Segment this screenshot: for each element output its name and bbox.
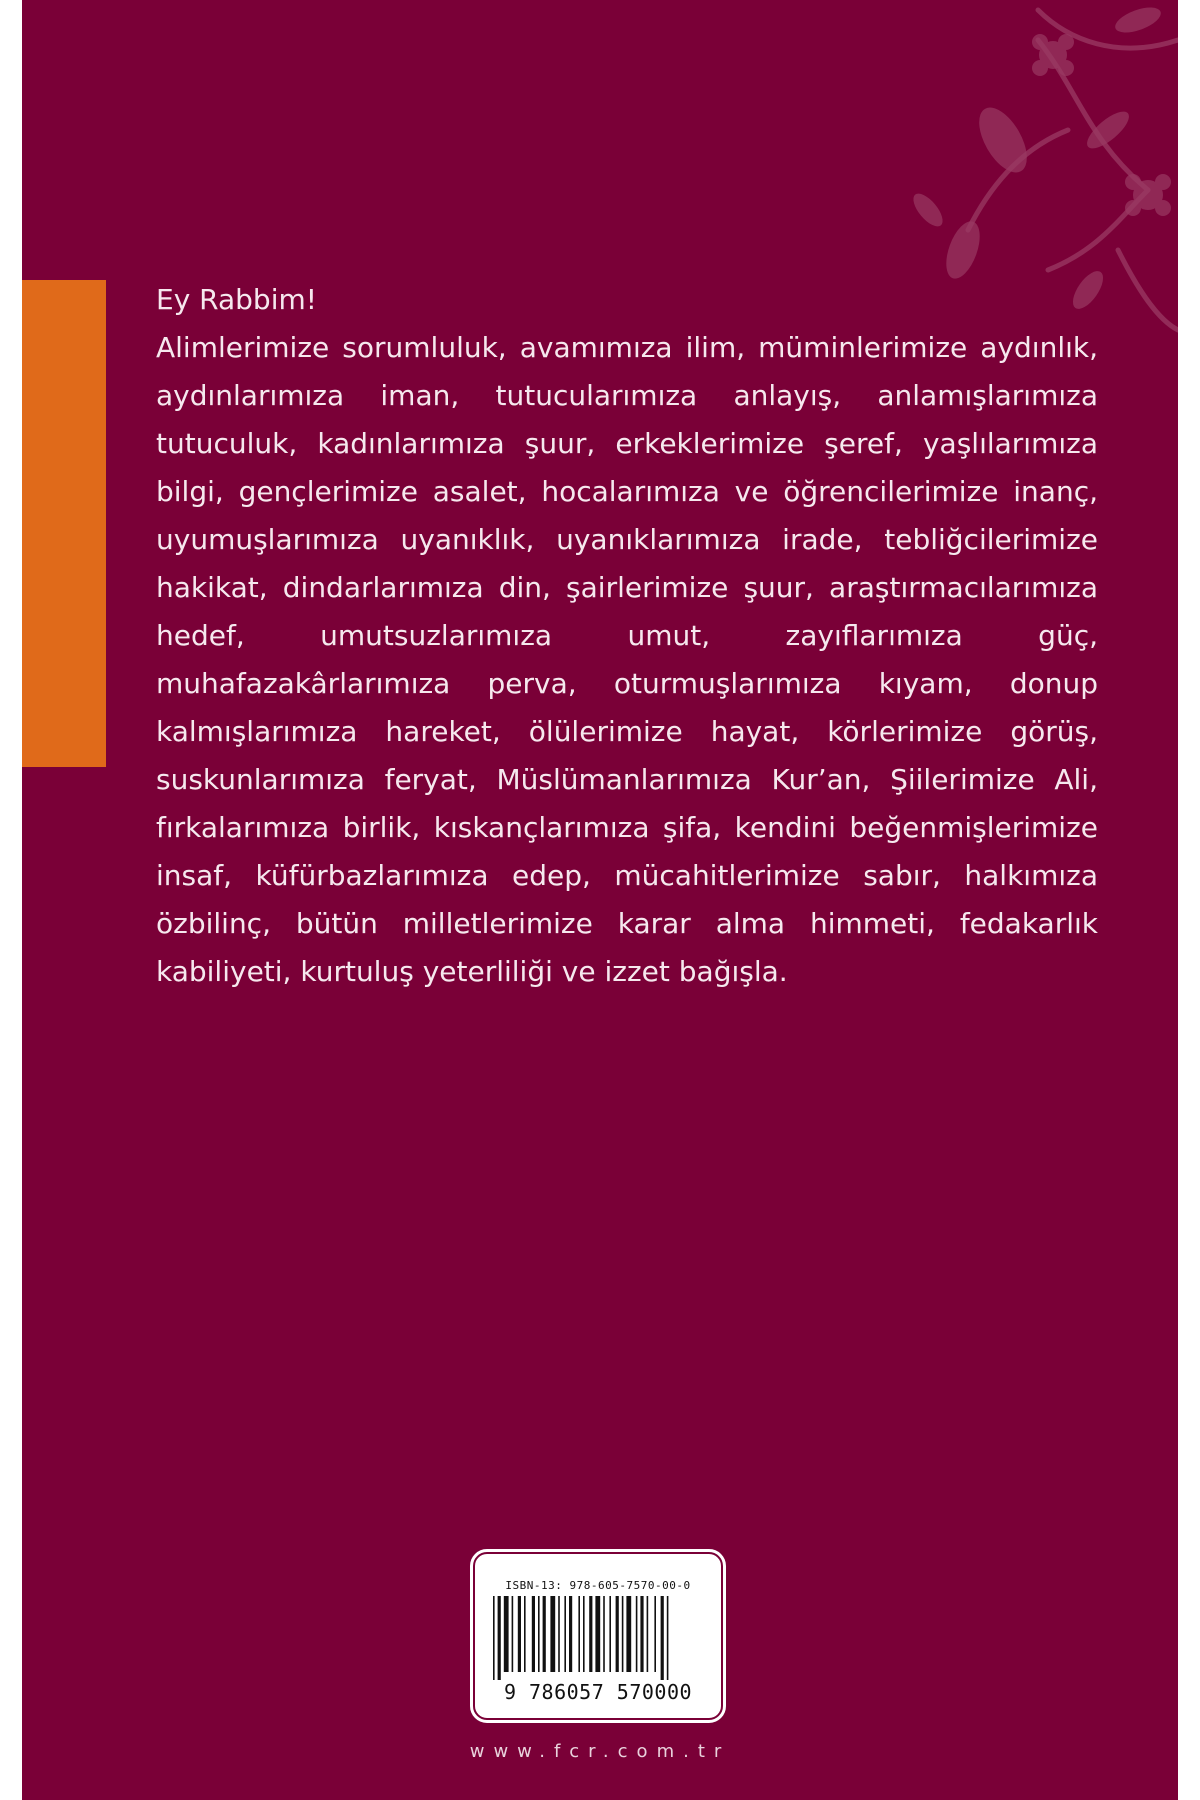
barcode-bar <box>578 1596 580 1672</box>
barcode-bar <box>636 1596 638 1672</box>
barcode-bar <box>532 1596 535 1672</box>
barcode-bar <box>654 1596 656 1672</box>
barcode-bars <box>491 1596 709 1680</box>
website-url: www.fcr.com.tr <box>469 1741 731 1762</box>
barcode-bar <box>603 1596 605 1672</box>
barcode-bar <box>518 1596 521 1672</box>
barcode-bar <box>538 1596 540 1672</box>
barcode-bar <box>626 1596 631 1672</box>
barcode-bar <box>583 1596 585 1672</box>
barcode-bar <box>589 1596 592 1672</box>
barcode-bar <box>550 1596 555 1672</box>
barcode-bar <box>595 1596 600 1672</box>
blurb-body: Alimlerimize sorumluluk, avamımıza ilim, müminlerimize aydınlık, aydınlarımıza iman, tutucularımıza anlayış, anlamışlarımıza tutuculuk, kadınlarımıza şuur, erkeklerimize şeref, yaşlılarımıza bilgi, gençlerimize asalet, hocalarımıza ve öğrencilerimize inanç, uyumuşlarımıza uyanıklık, uyanıklarımıza irade, tebliğcilerimize hakikat, dindarlarımıza din, şairlerimize şuur, araştırmacılarımıza hedef, umutsuzlarımıza umut, zayıflarımıza güç, muhafazakârlarımıza perva, oturmuşlarımıza kıyam, donup kalmışlarımıza hareket, ölülerimize hayat, körlerimize görüş, suskunlarımıza feryat, Müslümanlarımıza Kur’an, Şiilerimize Ali, fırkalarımıza birlik, kıskançlarımıza şifa, kendini beğenmişlerimize insaf, küfürbazlarımıza edep, mücahitlerimize sabır, halkımıza özbilinç, bütün milletlerimize karar alma himmeti, fedakarlık kabiliyeti, kurtuluş yeterliliği ve izzet bağışla. <box>156 331 1098 988</box>
barcode-bar <box>564 1596 566 1672</box>
barcode-bar <box>622 1596 624 1672</box>
barcode-bar <box>616 1596 619 1672</box>
barcode-bar <box>667 1596 669 1680</box>
barcode-bar <box>609 1596 611 1672</box>
barcode-bar <box>569 1596 572 1672</box>
isbn-text: ISBN-13: 978-605-7570-00-0 <box>505 1579 691 1592</box>
barcode-bar <box>524 1596 526 1672</box>
barcode-bar <box>543 1596 546 1672</box>
barcode-bar <box>661 1596 664 1680</box>
blurb-heading: Ey Rabbim! <box>156 283 317 316</box>
barcode-bar <box>493 1596 495 1680</box>
barcode-bar <box>647 1596 649 1672</box>
barcode-digits: 9 786057 570000 <box>503 1680 693 1704</box>
back-cover <box>22 0 1178 1800</box>
accent-bar <box>22 280 106 767</box>
barcode-bar <box>512 1596 514 1672</box>
barcode-bar <box>498 1596 501 1680</box>
barcode-bar <box>504 1596 509 1672</box>
back-cover-blurb <box>156 276 1098 996</box>
isbn-barcode <box>473 1552 723 1720</box>
barcode-bar <box>558 1596 560 1672</box>
barcode-bar <box>640 1596 643 1672</box>
